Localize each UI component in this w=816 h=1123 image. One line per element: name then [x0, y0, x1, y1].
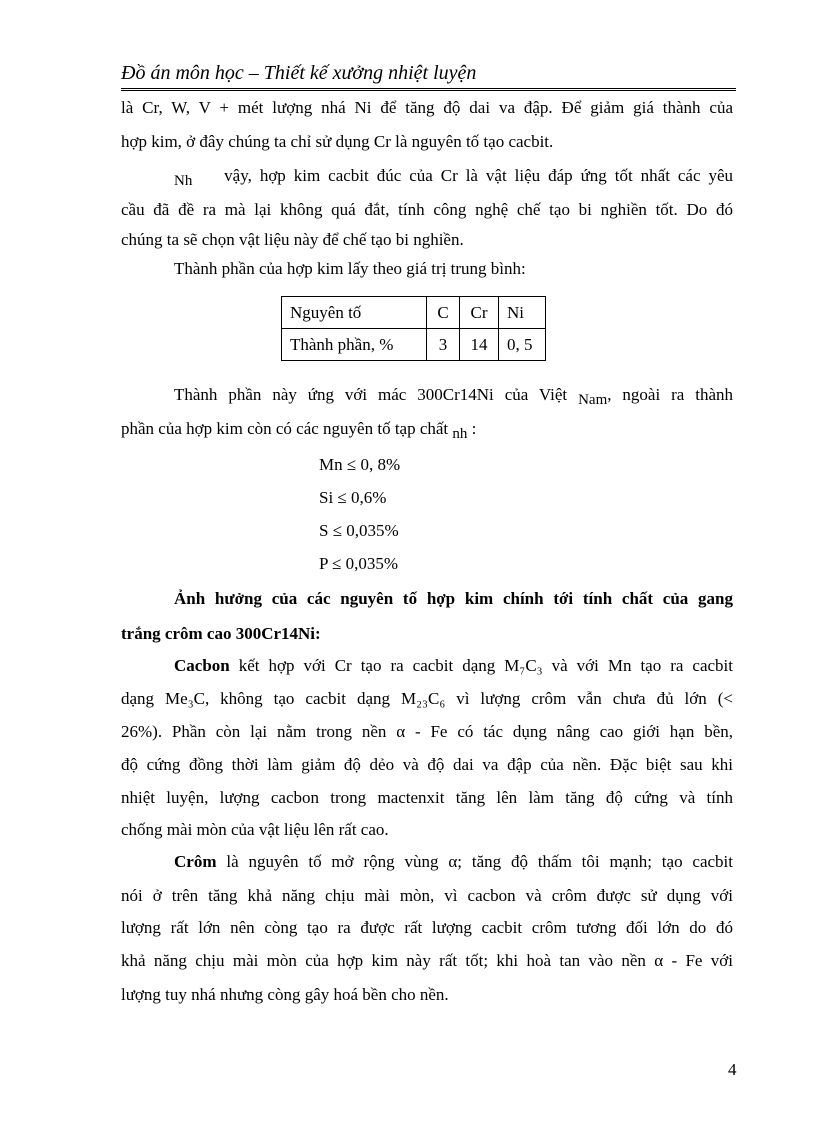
- nh-fragment: nh: [452, 426, 468, 442]
- para2-line3: chúng ta sẽ chọn vật liệu này để chế tạo bi nghiền.: [121, 230, 464, 249]
- cacbon-line2: dạng Me₃C, không tạo cacbit dạng M₂₃C₆ vì lượng crôm vẫn chưa đủ lớn (<: [121, 689, 733, 708]
- cacbon-line5: nhiệt luyện, lượng cacbon trong mactenxit tăng lên làm tăng độ cứng và tính: [121, 788, 733, 807]
- cacbon-line4: độ cứng đồng thời làm giảm độ dẻo và độ dai va đập của nền. Đặc biệt sau khi: [121, 755, 733, 774]
- table-cell: 0, 5: [499, 329, 546, 361]
- para2-line1: [174, 166, 733, 187]
- para4-colon: :: [471, 419, 477, 438]
- para4-line1-start: Thành phần này ứng với mác 300Cr14Ni của Việt: [174, 385, 568, 404]
- impurity-si: Si ≤ 0,6%: [319, 488, 387, 507]
- nh-fragment: Nh: [174, 173, 193, 189]
- crom-line1: [174, 852, 733, 872]
- table-cell: 3: [427, 329, 460, 361]
- table-header-cell: C: [427, 297, 460, 329]
- impurity-mn: Mn ≤ 0, 8%: [319, 455, 401, 474]
- para4-line2-text: phần của hợp kim còn có các nguyên tố tạp chất: [121, 419, 449, 438]
- table-row: [282, 329, 546, 361]
- para4-line2: [121, 419, 733, 440]
- crom-line2: nói ở trên tăng khả năng chịu mài mòn, vì cacbon và crôm được sử dụng với: [121, 886, 733, 905]
- page-header-title: Đồ án môn học – Thiết kế xưởng nhiệt luyện: [121, 62, 477, 84]
- cacbon-line1-text: kết hợp với Cr tạo ra cacbit dạng M₇C₃ và với Mn tạo ra cacbit: [238, 656, 733, 675]
- crom-line3: lượng rất lớn nên còng tạo ra được rất lượng cacbit crôm tương đối lớn do đó: [121, 918, 733, 937]
- table-header-cell: Cr: [460, 297, 499, 329]
- table-row: [282, 297, 546, 329]
- table-header-cell: Ni: [499, 297, 546, 329]
- section-heading-line2: trắng crôm cao 300Cr14Ni:: [121, 624, 321, 643]
- crom-line1-text: là nguyên tố mở rộng vùng α; tăng độ thấm tôi mạnh; tạo cacbit: [226, 852, 734, 871]
- cacbon-term: Cacbon: [174, 656, 230, 675]
- table-header-cell: Nguyên tố: [282, 297, 427, 329]
- para1-line2: hợp kim, ở đây chúng ta chỉ sử dụng Cr là nguyên tố tạo cacbit.: [121, 132, 554, 151]
- table-cell: 14: [460, 329, 499, 361]
- header-divider: [121, 88, 736, 91]
- table-cell: Thành phần, %: [282, 329, 427, 361]
- para4-line1: [174, 385, 733, 406]
- section-heading-line1: Ảnh hưởng của các nguyên tố hợp kim chính tới tính chất của gang: [174, 589, 733, 608]
- impurity-s: S ≤ 0,035%: [319, 521, 399, 540]
- crom-line4: khả năng chịu mài mòn của hợp kim này rất tốt; khi hoà tan vào nền α - Fe với: [121, 951, 733, 970]
- cacbon-line6: chống mài mòn của vật liệu lên rất cao.: [121, 820, 389, 839]
- crom-line5: lượng tuy nhá nhưng còng gây hoá bền cho nền.: [121, 985, 449, 1004]
- para2-line2: cầu đã đề ra mà lại không quá đắt, tính công nghệ chế tạo bi nghiền tốt. Do đó: [121, 200, 733, 219]
- cacbon-line1: [174, 656, 733, 676]
- para1-line1: là Cr, W, V + mét lượng nhá Ni để tăng độ dai va đập. Để giảm giá thành của: [121, 98, 733, 117]
- impurity-p: P ≤ 0,035%: [319, 554, 399, 573]
- crom-term: Crôm: [174, 852, 217, 871]
- cacbon-line3: 26%). Phần còn lại nằm trong nền α - Fe có tác dụng nâng cao giới hạn bền,: [121, 722, 733, 741]
- para4-line1-end: , ngoài ra thành: [607, 385, 734, 404]
- page-number: 4: [728, 1060, 737, 1079]
- nam-fragment: Nam: [578, 392, 608, 408]
- composition-table: [281, 296, 546, 361]
- para3-line1: Thành phần của hợp kim lấy theo giá trị trung bình:: [174, 259, 526, 278]
- para2-line1-text: vậy, hợp kim cacbit đúc của Cr là vật liệu đáp ứng tốt nhất các yêu: [224, 166, 734, 185]
